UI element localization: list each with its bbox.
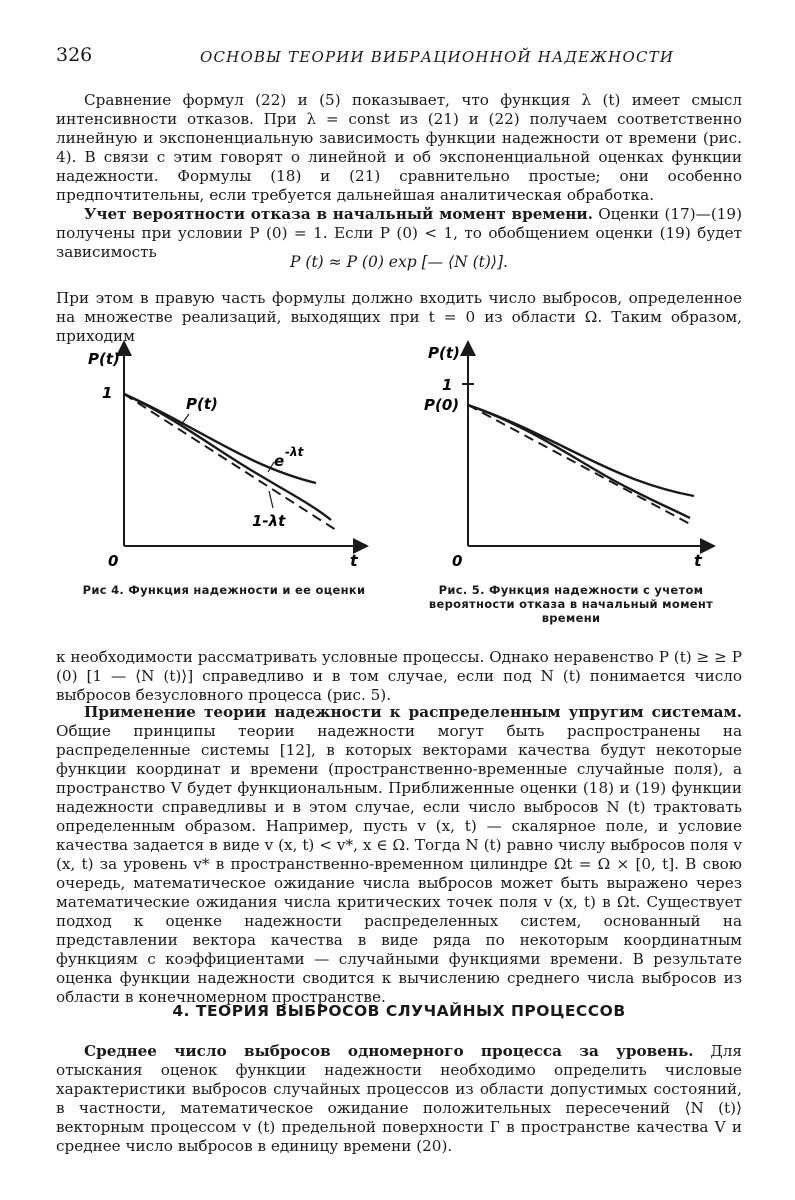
paragraph-2-body: Оценки (17)—(19) получены при условии P (0) = 1. Если P (0) < 1, то обобщением оценки (19) будет зависимость bbox=[56, 205, 742, 261]
running-title: ОСНОВЫ ТЕОРИИ ВИБРАЦИОННОЙ НАДЕЖНОСТИ bbox=[200, 48, 675, 66]
fig4-curve-label-linear: 1-λt bbox=[252, 512, 286, 530]
paragraph-5 bbox=[56, 703, 742, 1007]
fig4-y-axis-label: P(t) bbox=[88, 350, 120, 368]
figure-5 bbox=[408, 338, 738, 578]
figure-4 bbox=[56, 338, 386, 578]
fig4-curve-label-exp-power: -λt bbox=[285, 445, 304, 459]
paragraph-6-body: Для отыскания оценок функции надежности необходимо определить числовые характеристики выбросов случайных процессов из области допустимых состояний, в частности, математическое ожидание положительных пересечений ⟨N (t)⟩ векторным процессом v (t) предельной поверхности Г в пространстве качества V и среднее число выбросов в единицу времени (20). bbox=[56, 1042, 742, 1155]
fig4-linear-leader bbox=[269, 491, 273, 508]
paragraph-3: При этом в правую часть формулы должно входить число выбросов, определенное на множестве реализаций, выходящих при t = 0 из области Ω. Таким образом, приходим bbox=[56, 289, 742, 345]
paragraph-6 bbox=[56, 1042, 742, 1156]
fig5-y-axis-label: P(t) bbox=[428, 344, 460, 362]
fig4-y-tick-one: 1 bbox=[102, 384, 113, 402]
fig4-x-axis-label: t bbox=[350, 551, 358, 570]
fig5-x-axis-label: t bbox=[694, 551, 702, 570]
paragraph-4: к необходимости рассматривать условные процессы. Однако неравенство P (t) ≥ ≥ P (0) [1 — ⟨N (t)⟩] справедливо и в том случае, если под N (t) понимается число выбросов безусловного процесса (рис. 5). bbox=[56, 648, 742, 704]
page-number: 326 bbox=[56, 44, 93, 66]
figure-5-caption: Рис. 5. Функция надежности с учетом вероятности отказа в начальный момент времени bbox=[428, 583, 714, 625]
fig5-origin-label: 0 bbox=[452, 552, 463, 570]
paragraph-5-body: Общие принципы теории надежности могут быть распространены на распределенные системы [12], в которых векторами качества будут некоторые функции координат и времени (пространственно-временные случайные поля), а пространство V будет функциональным. Приближенные оценки (18) и (19) функции надежности справедливы и в этом случае, если число выбросов N (t) трактовать определенным образом. Например, пусть v (x, t) — скалярное поле, и условие качества задается в виде v (x, t) < v*, x ∈ Ω. Тогда N (t) равно числу выбросов поля v (x, t) за уровень v* в пространственно-временном цилиндре Ωt = Ω × [0, t]. В свою очередь, математическое ожидание числа выбросов может быть выражено через математические ожидания числа критических точек поля v (x, t) в Ωt. Существует подход к оценке надежности распределенных систем, основанный на представлении вектора качества в виде ряда по некоторым координатным функциям с коэффициентами — случайными функциями времени. В результате оценка функции надежности сводится к вычислению среднего числа выбросов из области в конечномерном пространстве. bbox=[56, 722, 742, 1006]
paragraph-1: Сравнение формул (22) и (5) показывает, что функция λ (t) имеет смысл интенсивности отказов. При λ = const из (21) и (22) получаем соответственно линейную и экспоненциальную зависимость функции надежности от времени (рис. 4). В связи с этим говорят о линейной и об экспоненциальной оценках функции надежности. Формулы (18) и (21) сравнительно простые; они особенно предпочтительны, если требуется дальнейшая аналитическая обработка. bbox=[56, 91, 742, 204]
fig4-curve-label-p: P(t) bbox=[186, 395, 218, 413]
fig5-y-tick-p0: P(0) bbox=[424, 396, 460, 414]
fig4-curve-label-exp: e bbox=[274, 452, 285, 470]
formula-p-t: P (t) ≈ P (0) exp [— ⟨N (t)⟩]. bbox=[290, 253, 508, 271]
section-heading: 4. ТЕОРИЯ ВЫБРОСОВ СЛУЧАЙНЫХ ПРОЦЕССОВ bbox=[172, 1002, 626, 1020]
fig4-linear-estimate-curve bbox=[124, 394, 336, 530]
paragraph-2-lead: Учет вероятности отказа в начальный момент времени. bbox=[84, 205, 593, 223]
fig5-y-tick-one: 1 bbox=[442, 376, 453, 394]
fig4-origin-label: 0 bbox=[108, 552, 119, 570]
paragraph-6-lead: Среднее число выбросов одномерного процесса за уровень. bbox=[84, 1042, 694, 1060]
paragraph-5-lead: Применение теории надежности к распределенным упругим системам. bbox=[84, 703, 742, 721]
fig5-linear-estimate-curve bbox=[468, 405, 690, 524]
figure-4-caption: Рис 4. Функция надежности и ее оценки bbox=[82, 583, 366, 597]
